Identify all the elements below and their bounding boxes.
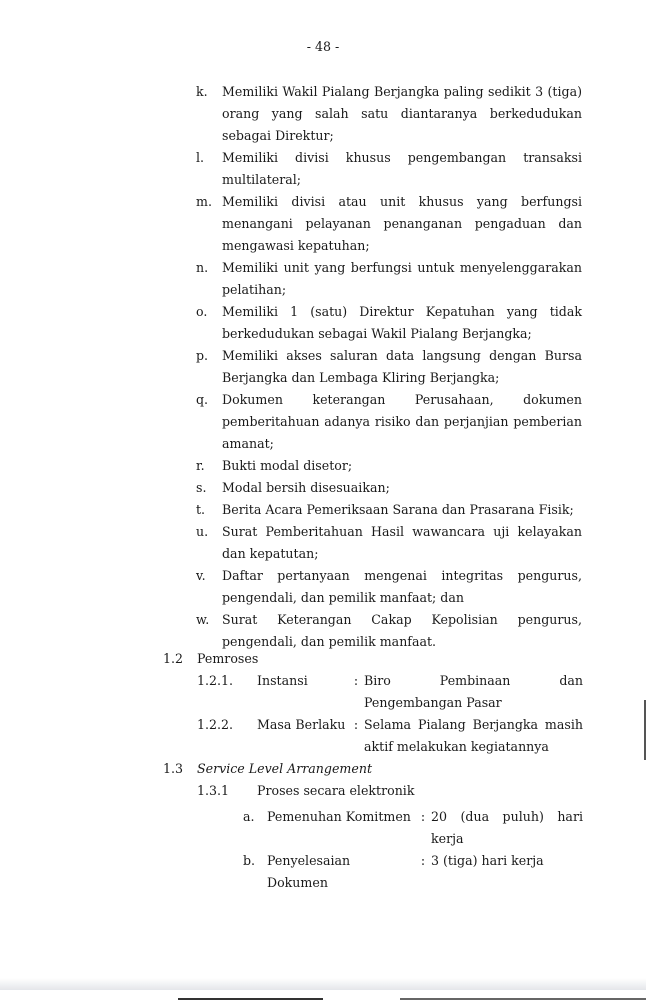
item-label: q. bbox=[196, 392, 209, 407]
colon: : bbox=[353, 717, 359, 732]
list-item bbox=[196, 147, 582, 191]
list-item bbox=[196, 257, 582, 301]
colon: : bbox=[420, 809, 426, 824]
list-item bbox=[196, 521, 582, 565]
item-text: Berita Acara Pemeriksaan Sarana dan Prasarana Fisik; bbox=[222, 502, 574, 517]
list-item bbox=[196, 499, 582, 521]
list-item bbox=[196, 565, 582, 609]
item-label: u. bbox=[196, 524, 209, 539]
item-text: Daftar pertanyaan mengenai integritas pengurus, pengendali, dan pemilik manfaat; dan bbox=[222, 568, 582, 605]
item-text: Memiliki unit yang berfungsi untuk menyelenggarakan pelatihan; bbox=[222, 260, 582, 297]
section-number: 1.2 bbox=[163, 651, 184, 666]
item-label: a. bbox=[243, 809, 255, 824]
item-label: b. bbox=[243, 853, 256, 868]
list-item bbox=[196, 477, 582, 499]
item-text: Memiliki 1 (satu) Direktur Kepatuhan yang tidak berkedudukan sebagai Wakil Pialang Berjangka; bbox=[222, 304, 582, 341]
item-text: Memiliki akses saluran data langsung dengan Bursa Berjangka dan Lembaga Kliring Berjangka; bbox=[222, 348, 582, 385]
item-label: r. bbox=[196, 458, 205, 473]
item-label: l. bbox=[196, 150, 205, 165]
item-text: Memiliki divisi khusus pengembangan transaksi multilateral; bbox=[222, 150, 582, 187]
scan-bottom-shadow bbox=[0, 978, 646, 990]
item-text: Dokumen keterangan Perusahaan, dokumen pemberitahuan adanya risiko dan perjanjian pemberian amanat; bbox=[222, 392, 582, 451]
field-value: Selama Pialang Berjangka masih aktif melakukan kegiatannya bbox=[364, 717, 583, 754]
list-item bbox=[196, 609, 582, 653]
list-item bbox=[196, 191, 582, 257]
field-key: Instansi bbox=[257, 673, 308, 688]
item-label: w. bbox=[196, 612, 210, 627]
item-label: m. bbox=[196, 194, 212, 209]
section-1-3 bbox=[163, 758, 583, 894]
item-label: t. bbox=[196, 502, 206, 517]
item-label: s. bbox=[196, 480, 207, 495]
list-item bbox=[196, 455, 582, 477]
subsection-title: Proses secara elektronik bbox=[257, 783, 415, 798]
section-title: Service Level Arrangement bbox=[197, 761, 373, 776]
item-text: Modal bersih disesuaikan; bbox=[222, 480, 390, 495]
requirements-list bbox=[196, 81, 582, 653]
item-text: Surat Keterangan Cakap Kepolisian pengurus, pengendali, dan pemilik manfaat. bbox=[222, 612, 582, 649]
list-item bbox=[196, 389, 582, 455]
item-label: n. bbox=[196, 260, 209, 275]
item-text: Memiliki divisi atau unit khusus yang berfungsi menangani pelayanan penanganan pengaduan dan mengawasi kepatuhan; bbox=[222, 194, 582, 253]
list-item bbox=[196, 81, 582, 147]
colon: : bbox=[420, 853, 426, 868]
list-item bbox=[196, 345, 582, 389]
item-label: v. bbox=[196, 568, 206, 583]
field-key: Pemenuhan Komitmen bbox=[267, 809, 411, 824]
item-text: Memiliki Wakil Pialang Berjangka paling sedikit 3 (tiga) orang yang salah satu diantaranya berkedudukan sebagai Direktur; bbox=[222, 84, 582, 143]
list-item bbox=[196, 301, 582, 345]
subsection-number: 1.3.1 bbox=[197, 783, 230, 798]
colon: : bbox=[353, 673, 359, 688]
field-key: Masa Berlaku bbox=[257, 717, 346, 732]
subsection-number: 1.2.2. bbox=[197, 717, 234, 732]
item-label: p. bbox=[196, 348, 209, 363]
subsection-number: 1.2.1. bbox=[197, 673, 234, 688]
item-text: Surat Pemberitahuan Hasil wawancara uji kelayakan dan kepatutan; bbox=[222, 524, 582, 561]
item-label: o. bbox=[196, 304, 208, 319]
section-title: Pemroses bbox=[197, 651, 259, 666]
item-text: Bukti modal disetor; bbox=[222, 458, 353, 473]
field-key: Penyelesaian Dokumen bbox=[267, 853, 351, 890]
section-1-2 bbox=[163, 648, 583, 758]
field-value: Biro Pembinaan dan Pengembangan Pasar bbox=[364, 673, 583, 710]
item-label: k. bbox=[196, 84, 208, 99]
field-value: 20 (dua puluh) hari kerja bbox=[431, 809, 583, 846]
field-value: 3 (tiga) hari kerja bbox=[431, 853, 544, 868]
page-number: - 48 - bbox=[306, 39, 340, 54]
section-number: 1.3 bbox=[163, 761, 184, 776]
